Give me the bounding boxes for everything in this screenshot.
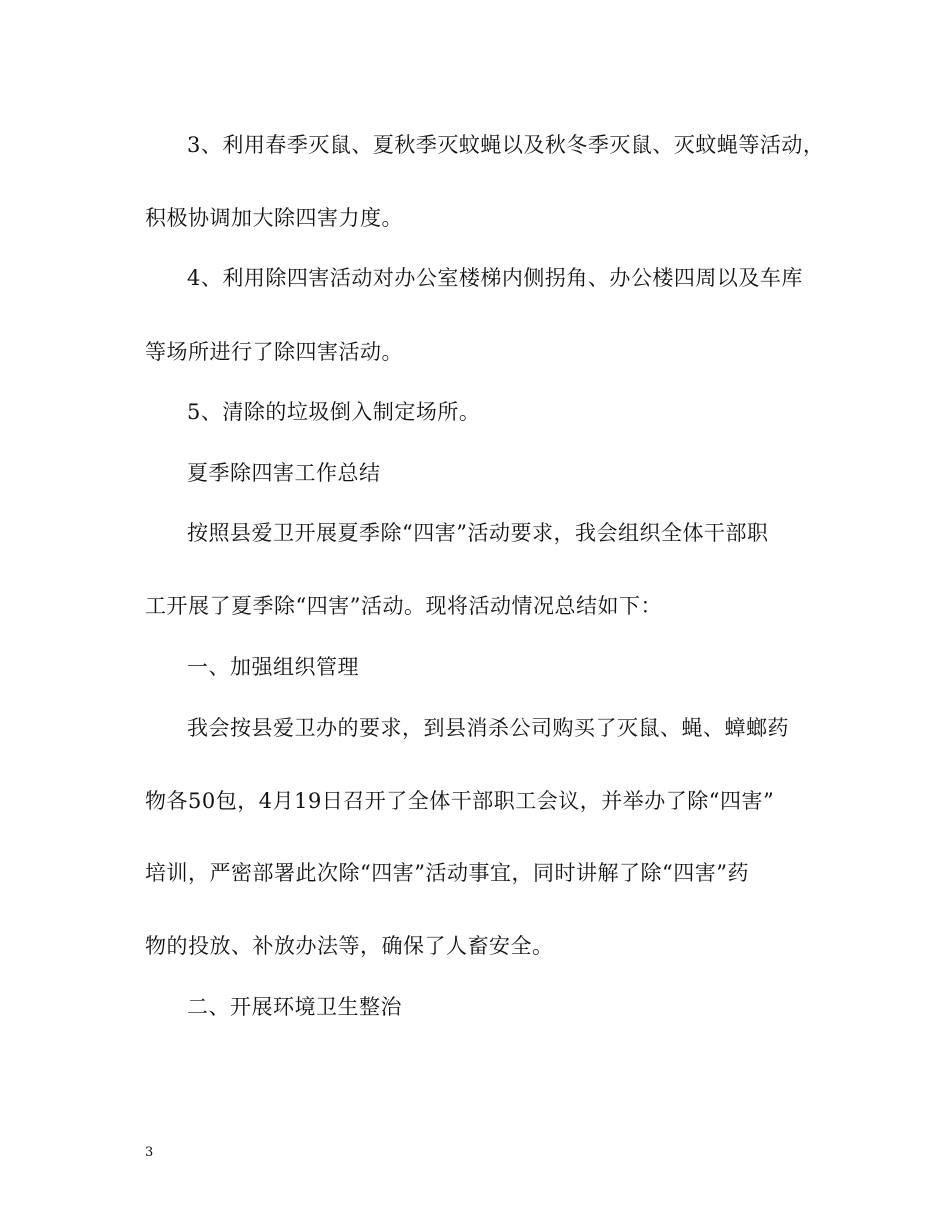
section-heading: 夏季除四害工作总结 — [187, 461, 381, 485]
paragraph-line: 5、清除的垃圾倒入制定场所。 — [187, 400, 481, 424]
section-heading: 二、开展环境卫生整治 — [187, 995, 402, 1019]
paragraph-line: 3、利用春季灭鼠、夏秋季灭蚊蝇以及秋冬季灭鼠、灭蚊蝇等活动， — [187, 133, 825, 157]
paragraph-line: 积极协调加大除四害力度。 — [145, 206, 403, 230]
paragraph-line: 4、利用除四害活动对办公室楼梯内侧拐角、办公楼四周以及车库 — [187, 266, 803, 290]
paragraph-line: 工开展了夏季除“四害”活动。现将活动情况总结如下： — [145, 594, 662, 618]
page-number: 3 — [145, 1145, 154, 1160]
paragraph-line: 培训，严密部署此次除“四害”活动事宜，同时讲解了除“四害”药 — [145, 861, 749, 885]
paragraph-line: 物的投放、补放办法等，确保了人畜安全。 — [145, 934, 554, 958]
paragraph-line: 我会按县爱卫办的要求，到县消杀公司购买了灭鼠、蝇、蟑螂药 — [187, 716, 789, 740]
paragraph-line: 等场所进行了除四害活动。 — [145, 340, 403, 364]
section-heading: 一、加强组织管理 — [187, 655, 359, 679]
paragraph-line: 按照县爱卫开展夏季除“四害”活动要求，我会组织全体干部职 — [187, 521, 769, 545]
paragraph-line: 物各50包，4月19日召开了全体干部职工会议，并举办了除“四害” — [145, 789, 775, 813]
